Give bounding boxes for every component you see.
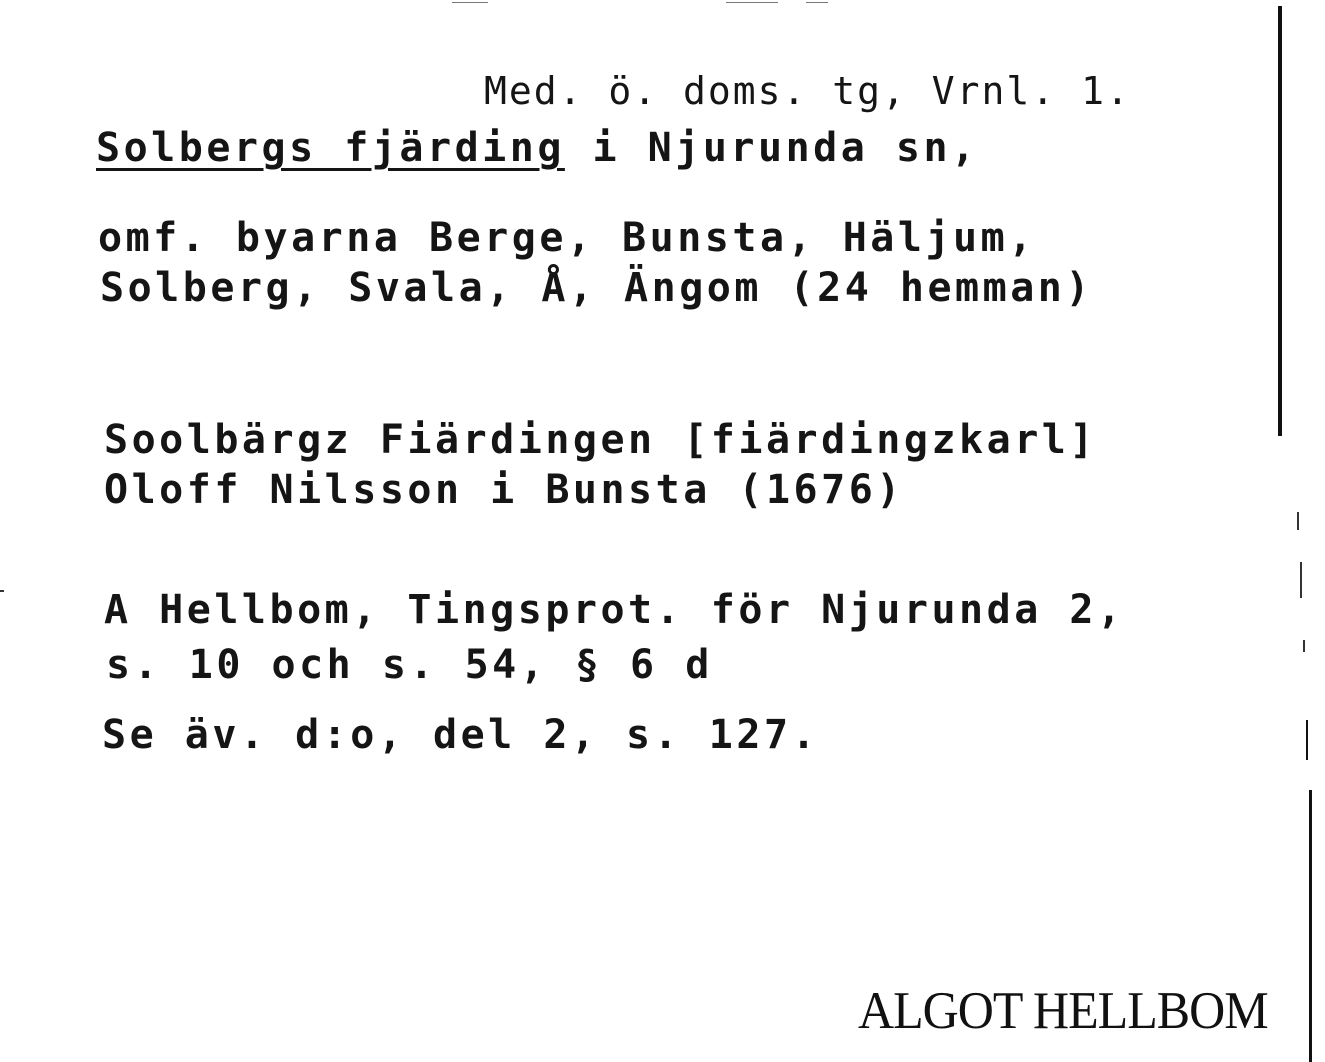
place-name: Solbergs fjärding [96, 125, 565, 171]
author-stamp: ALGOT HELLBOM [858, 980, 1268, 1040]
scan-mark [452, 2, 488, 3]
reference-line-2: s. 10 och s. 54, § 6 d [106, 642, 713, 688]
card-edge-line [1309, 790, 1312, 1062]
historical-quote-line-2: Oloff Nilsson i Bunsta (1676) [104, 467, 904, 513]
reference-line-3: Se äv. d:o, del 2, s. 127. [102, 712, 820, 758]
parish-text: i Njurunda sn, [564, 125, 979, 171]
description-line-1: omf. byarna Berge, Bunsta, Häljum, [98, 215, 1036, 261]
source-reference: Med. ö. doms. tg, Vrnl. 1. [484, 69, 1131, 113]
scan-mark [726, 2, 778, 3]
card-edge-line [1306, 720, 1308, 760]
scan-mark [1303, 640, 1305, 652]
scan-mark [1300, 562, 1302, 598]
scan-mark [1297, 512, 1299, 530]
card-edge-line [1278, 6, 1282, 436]
description-line-2: Solberg, Svala, Å, Ängom (24 hemman) [100, 265, 1093, 311]
reference-line-1: A Hellbom, Tingsprot. för Njurunda 2, [104, 587, 1125, 633]
place-title [96, 125, 979, 171]
historical-quote-line-1: Soolbärgz Fiärdingen [fiärdingzkarl] [104, 417, 1097, 463]
scan-mark [0, 590, 4, 592]
scan-mark [806, 2, 828, 3]
